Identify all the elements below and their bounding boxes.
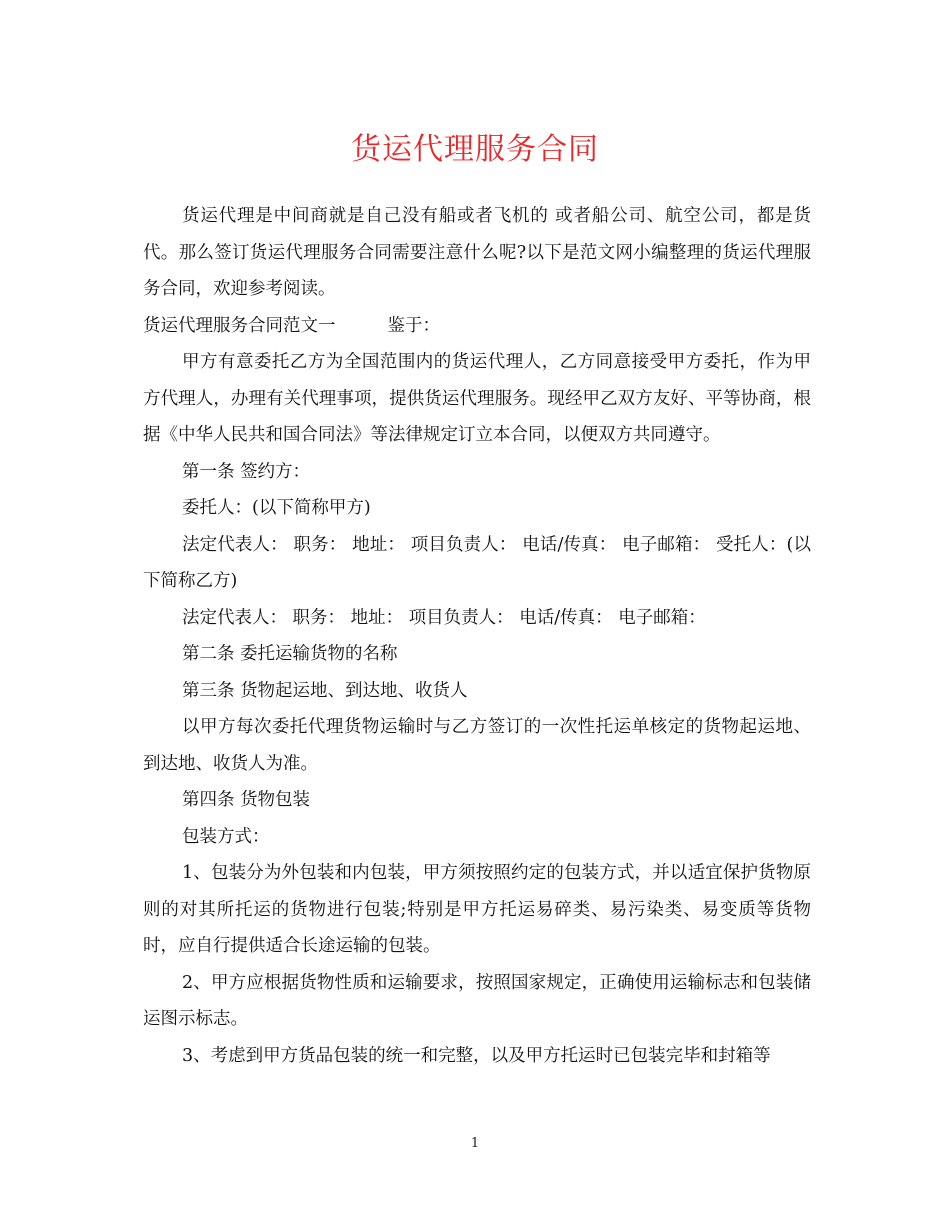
packing-clause-2: 2、甲方应根据货物性质和运输要求，按照国家规定，正确使用运输标志和包装储运图示标志。 <box>143 972 811 1029</box>
whereas-label: 鉴于： <box>387 315 440 336</box>
article-1-heading: 第一条 签约方： <box>182 461 311 482</box>
document-title: 货运代理服务合同 <box>351 132 599 167</box>
article-3-heading: 第三条 货物起运地、到达地、收货人 <box>182 680 468 701</box>
packing-clause-3: 3、考虑到甲方货品包装的统一和完整，以及甲方托运时已包装完毕和封箱等 <box>182 1045 771 1066</box>
article-4-heading: 第四条 货物包装 <box>182 790 311 810</box>
sample-heading-line <box>143 308 811 345</box>
page-number: 1 <box>470 1136 480 1151</box>
article-3-paragraph: 以甲方每次委托代理货物运输时与乙方签订的一次性托运单核定的货物起运地、到达地、收货人为准。 <box>143 717 811 774</box>
principal-line: 委托人：(以下简称甲方) <box>182 498 371 518</box>
preamble-paragraph: 甲方有意委托乙方为全国范围内的货运代理人，乙方同意接受甲方委托，作为甲方代理人，办理有关代理事项，提供货运代理服务。现经甲乙双方友好、平等协商，根据《中华人民共和国合同法》等法律规定订立本合同，以便双方共同遵守。 <box>143 352 811 445</box>
sample-heading: 货运代理服务合同范文一 <box>143 315 336 336</box>
article-2-heading: 第二条 委托运输货物的名称 <box>182 644 398 664</box>
packing-clause-1: 1、包装分为外包装和内包装，甲方须按照约定的包装方式，并以适宜保护货物原则的对其所托运的货物进行包装;特别是甲方托运易碎类、易污染类、易变质等货物时，应自行提供适合长途运输的包装。 <box>143 863 811 956</box>
intro-paragraph: 货运代理是中间商就是自己没有船或者飞机的 或者船公司、航空公司，都是货代。那么签订货运代理服务合同需要注意什么呢?以下是范文网小编整理的货运代理服务合同，欢迎参考阅读。 <box>143 206 811 299</box>
party-b-details: 法定代表人： 职务： 地址： 项目负责人： 电话/传真： 电子邮箱： <box>182 607 706 628</box>
party-a-details: 法定代表人： 职务： 地址： 项目负责人： 电话/传真： 电子邮箱： 受托人：(以下简称乙方) <box>143 534 811 591</box>
packing-method-label: 包装方式： <box>182 826 270 847</box>
document-body <box>143 198 811 1074</box>
